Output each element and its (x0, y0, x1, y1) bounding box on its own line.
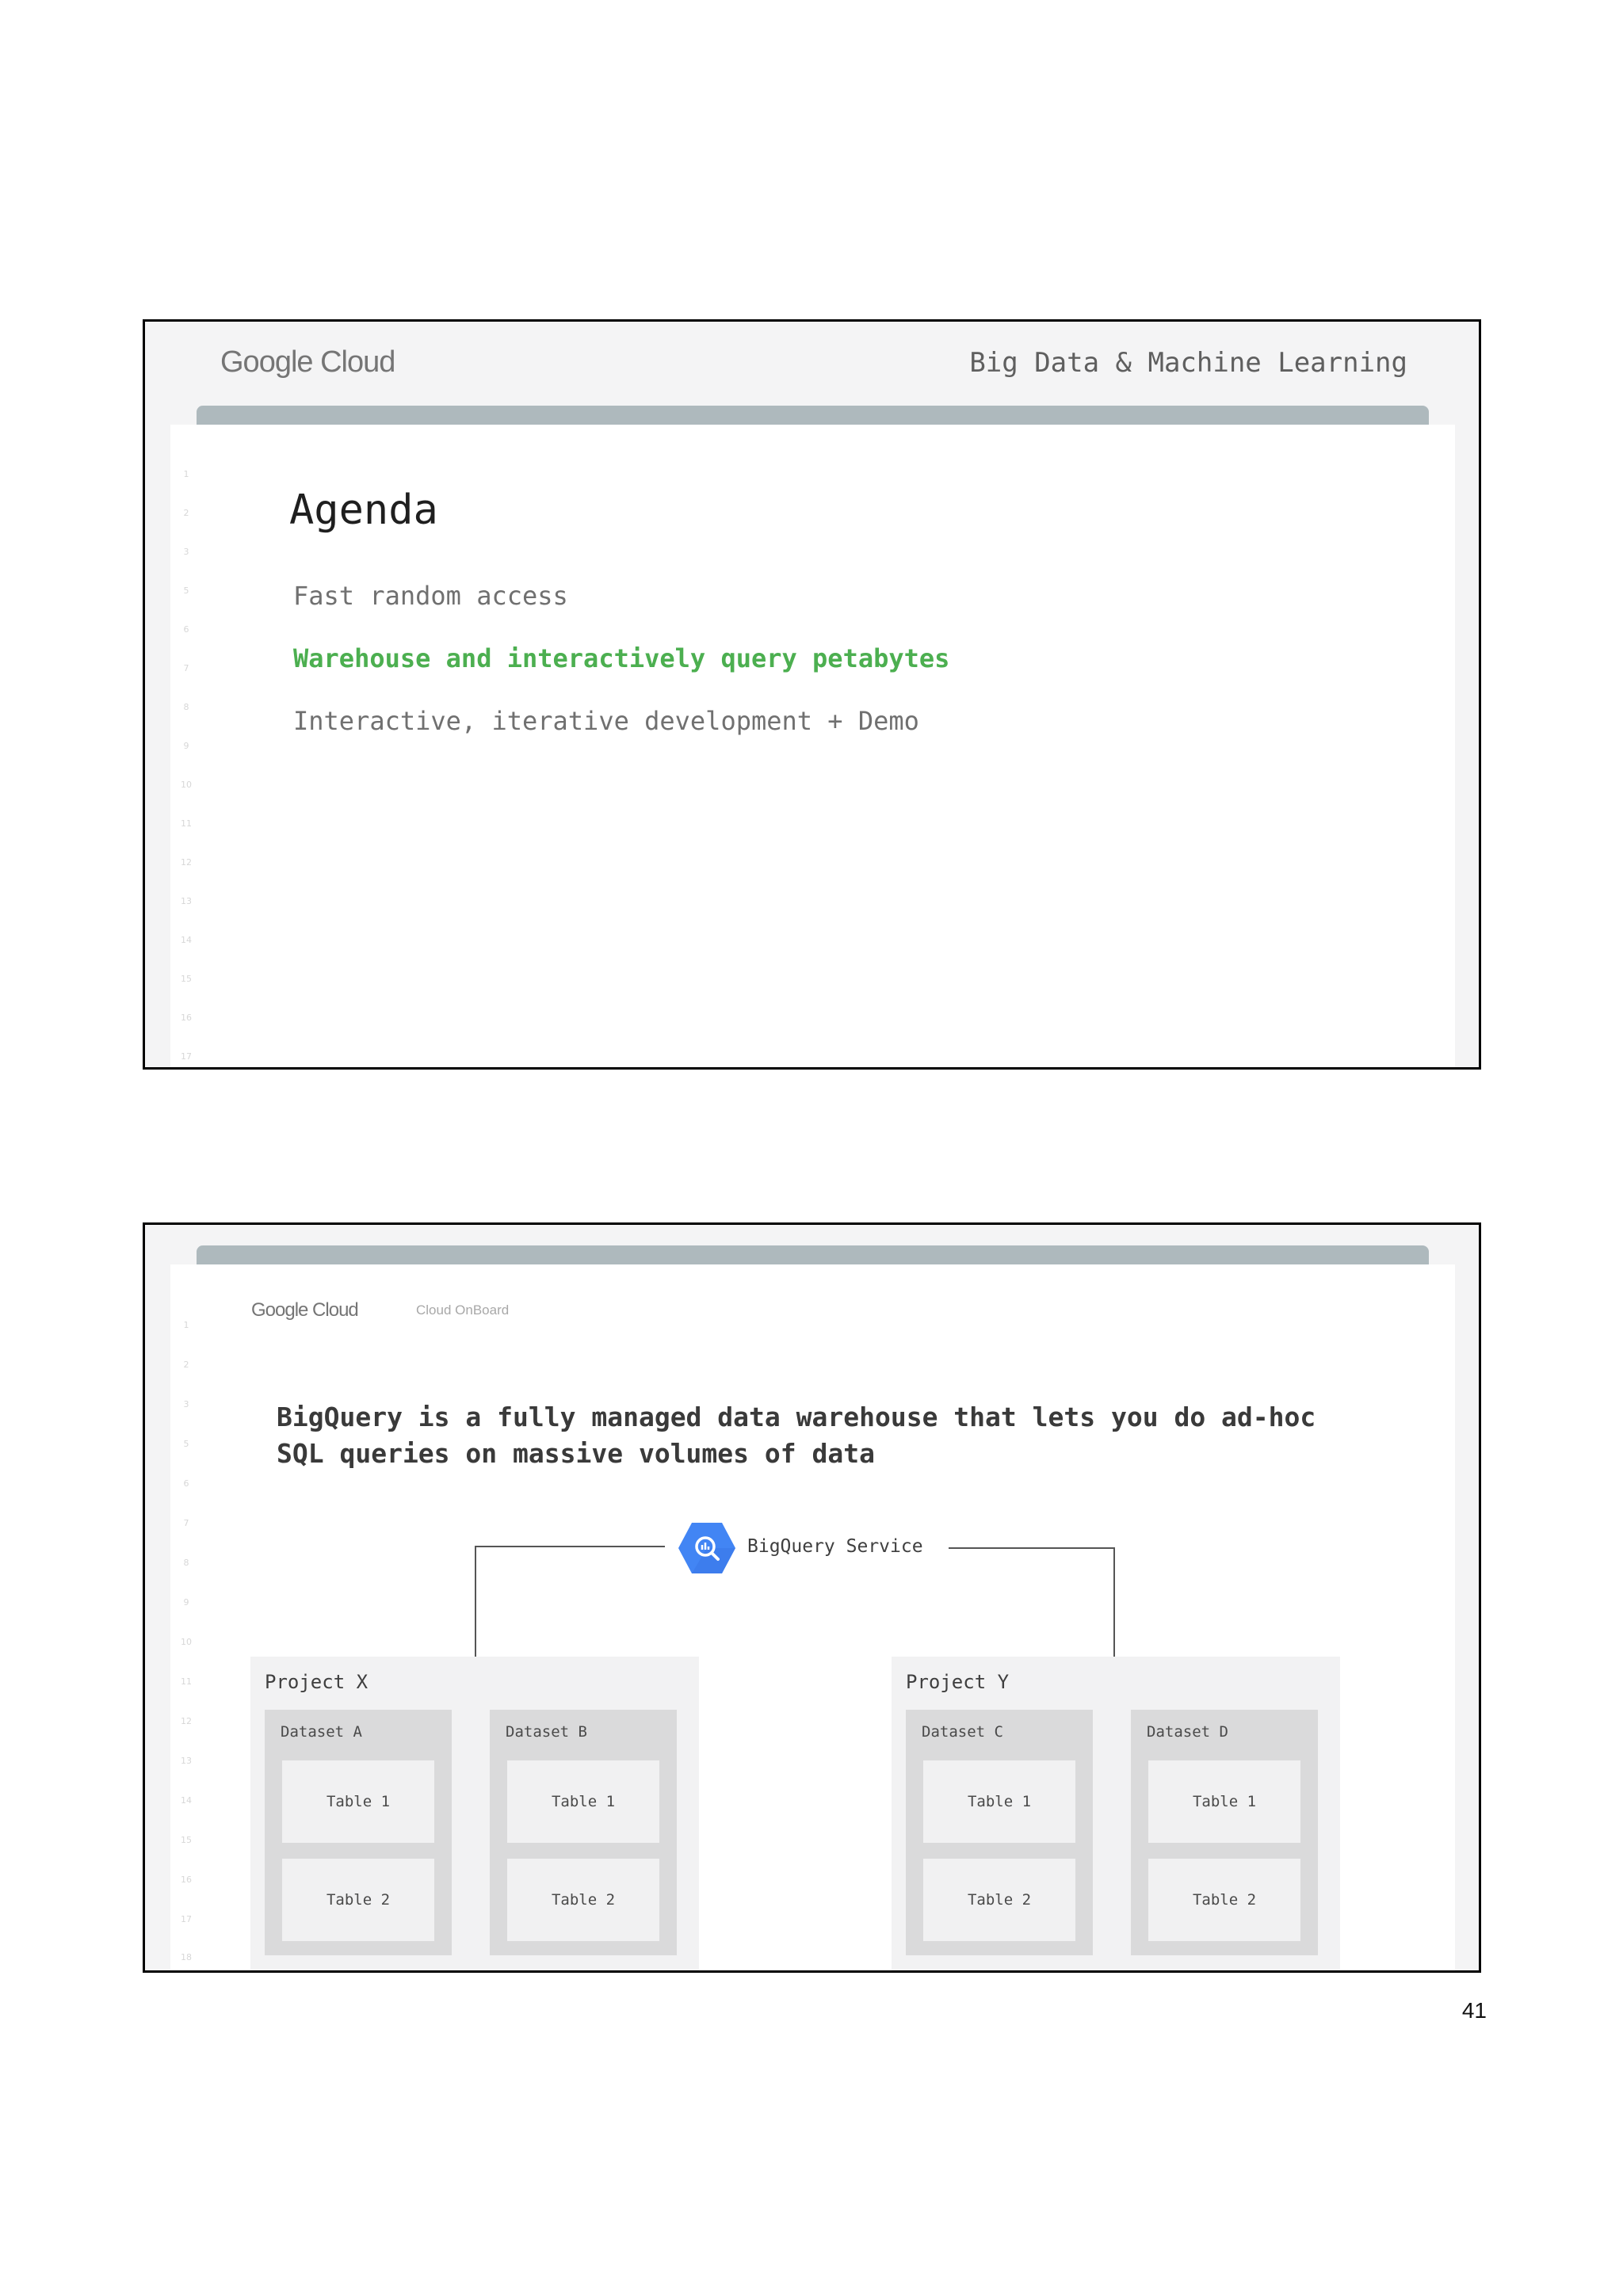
line-number: 3 (183, 1399, 189, 1409)
line-number: 17 (181, 1914, 192, 1924)
line-number: 16 (181, 1875, 192, 1885)
connector-line (949, 1547, 1115, 1549)
page-number: 41 (1461, 1998, 1487, 2023)
bigquery-service-label: BigQuery Service (747, 1536, 923, 1557)
project-label: Project X (265, 1671, 369, 1693)
headline-line: SQL queries on massive volumes of data (277, 1438, 875, 1469)
line-number: 12 (181, 857, 192, 868)
line-number: 3 (183, 547, 189, 557)
line-number: 5 (183, 1439, 189, 1449)
line-number: 11 (181, 1676, 192, 1687)
headline (277, 1399, 1316, 1472)
slide-agenda (143, 319, 1481, 1070)
project-x (250, 1657, 699, 1973)
table-box: Table 1 (507, 1760, 659, 1843)
google-cloud-logo: Google Cloud (220, 345, 395, 379)
table-box: Table 2 (1148, 1859, 1300, 1941)
line-number: 15 (181, 974, 192, 984)
dataset-b (490, 1710, 677, 1955)
project-y (892, 1657, 1340, 1973)
table-box: Table 2 (923, 1859, 1075, 1941)
line-number: 1 (183, 1320, 189, 1330)
agenda-item-active: Warehouse and interactively query petabytes (293, 643, 950, 673)
connector-line (1113, 1547, 1115, 1657)
agenda-item: Interactive, iterative development + Demo (293, 706, 919, 736)
line-number: 7 (183, 1518, 189, 1528)
table-box: Table 2 (282, 1859, 434, 1941)
line-number: 18 (181, 1952, 192, 1962)
dataset-label: Dataset C (922, 1723, 1003, 1741)
line-number: 12 (181, 1716, 192, 1726)
project-label: Project Y (906, 1671, 1010, 1693)
agenda-item: Fast random access (293, 581, 568, 611)
bigquery-icon (678, 1522, 736, 1574)
line-number: 13 (181, 896, 192, 906)
line-number: 6 (183, 624, 189, 635)
line-number: 5 (183, 585, 189, 596)
dataset-d (1131, 1710, 1318, 1955)
dataset-label: Dataset A (281, 1723, 362, 1741)
table-box: Table 1 (923, 1760, 1075, 1843)
line-number: 11 (181, 818, 192, 829)
slide-sheet (170, 1264, 1455, 1970)
headline-line: BigQuery is a fully managed data warehouse that lets you do ad-hoc (277, 1402, 1316, 1432)
agenda-title: Agenda (289, 486, 438, 534)
header-course-title: Big Data & Machine Learning (969, 347, 1407, 379)
line-number: 13 (181, 1756, 192, 1766)
line-number: 6 (183, 1478, 189, 1489)
table-box: Table 1 (1148, 1760, 1300, 1843)
dataset-c (906, 1710, 1093, 1955)
line-number: 10 (181, 780, 192, 790)
line-number: 1 (183, 469, 189, 479)
table-box: Table 1 (282, 1760, 434, 1843)
line-number: 9 (183, 1597, 189, 1608)
line-number: 8 (183, 702, 189, 712)
line-number: 14 (181, 935, 192, 945)
slide-sheet (170, 425, 1455, 1067)
line-number: 7 (183, 663, 189, 673)
line-number: 8 (183, 1558, 189, 1568)
google-cloud-logo: Google Cloud (251, 1299, 358, 1321)
slide-bigquery (143, 1222, 1481, 1973)
connector-line (475, 1546, 665, 1547)
line-number: 15 (181, 1835, 192, 1845)
line-number: 2 (183, 508, 189, 518)
line-number: 10 (181, 1637, 192, 1647)
line-number: 16 (181, 1013, 192, 1023)
line-number: 2 (183, 1360, 189, 1370)
line-number: 14 (181, 1795, 192, 1806)
dataset-a (265, 1710, 452, 1955)
dataset-label: Dataset B (506, 1723, 587, 1741)
line-number: 9 (183, 741, 189, 751)
line-number: 17 (181, 1051, 192, 1062)
dataset-label: Dataset D (1147, 1723, 1228, 1741)
cloud-onboard-label: Cloud OnBoard (416, 1302, 510, 1318)
table-box: Table 2 (507, 1859, 659, 1941)
connector-line (475, 1546, 476, 1657)
